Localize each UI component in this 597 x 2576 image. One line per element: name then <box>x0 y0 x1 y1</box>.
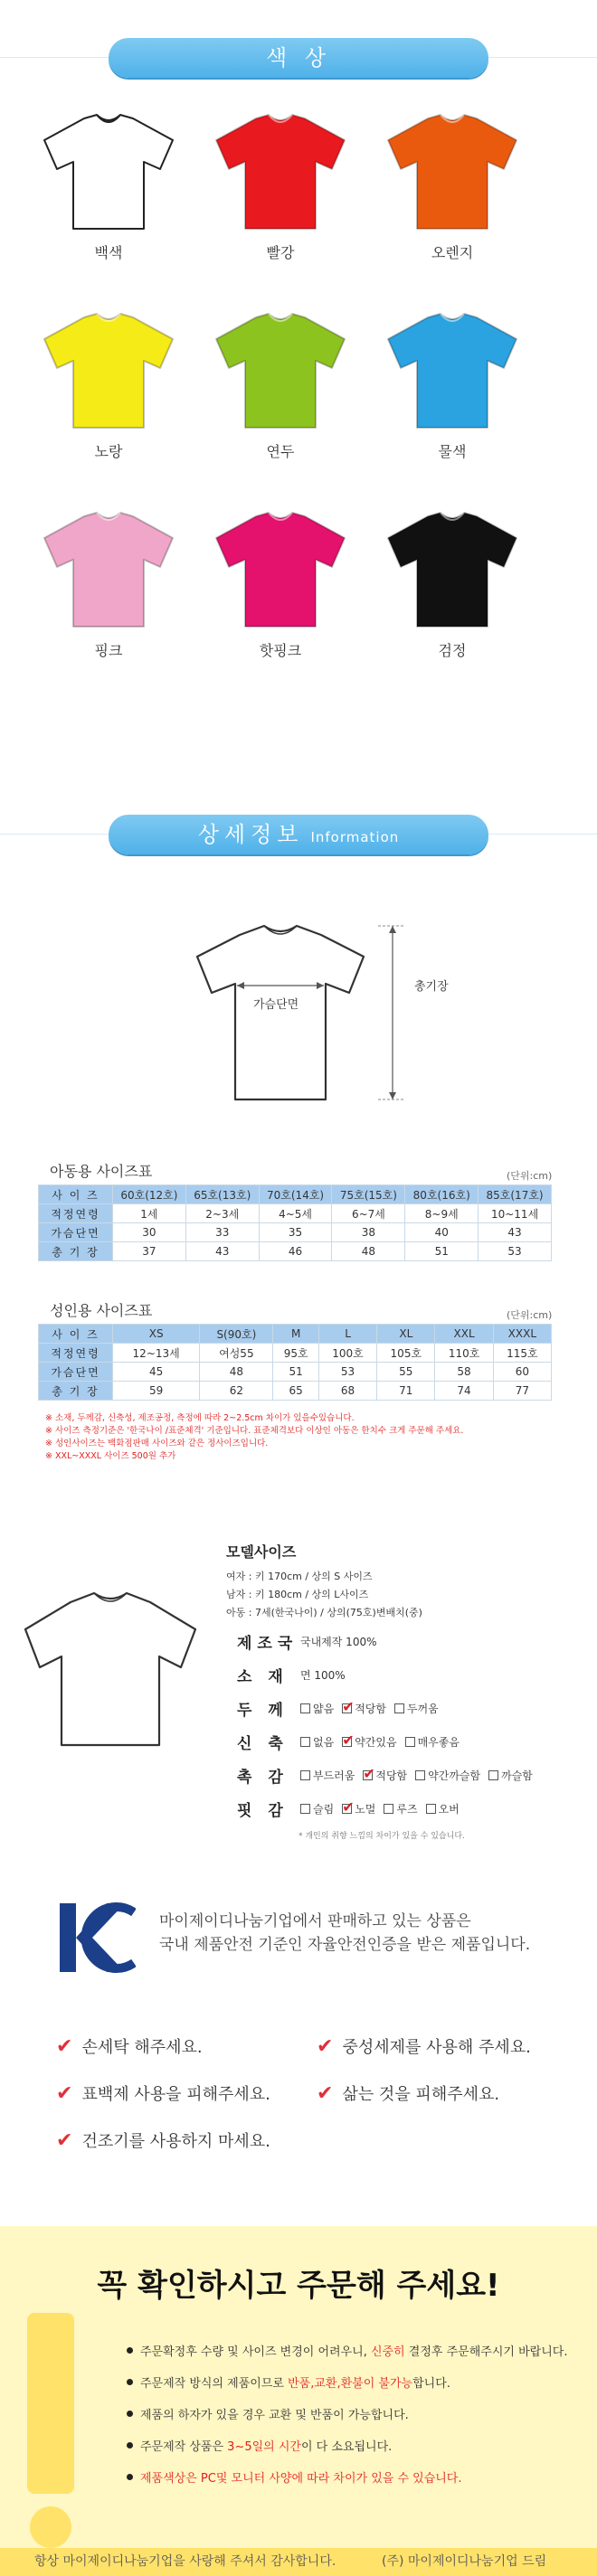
tshirt-swatch <box>384 312 520 429</box>
table-cell: 1세 <box>113 1204 186 1223</box>
attribute-label: 소 재 <box>237 1668 289 1686</box>
tshirt-icon <box>384 113 520 231</box>
attribute-option: 오버 <box>426 1803 460 1816</box>
adult-size-table <box>38 1324 552 1401</box>
color-name-label: 빨강 <box>266 244 295 261</box>
total-length-label: 총기장 <box>414 980 449 994</box>
attribute-label: 신 축 <box>237 1735 289 1753</box>
bullet-icon <box>127 2411 133 2417</box>
size-note: ※ 성인사이즈는 백화점판매 사이즈와 같은 정사이즈입니다. <box>45 1439 269 1448</box>
tshirt-swatch <box>41 511 176 628</box>
attribute-option: ✔ 적당함 <box>342 1703 386 1715</box>
footer-company: (주) 마이제이디나눔기업 드림 <box>382 2554 547 2569</box>
attribute-label: 촉 감 <box>237 1769 289 1787</box>
empty-box-icon <box>488 1770 498 1780</box>
attribute-label: 제조국 <box>237 1635 298 1653</box>
row-header: 적정연령 <box>39 1204 113 1223</box>
row-header: 총 기 장 <box>39 1382 113 1401</box>
table-cell: 30 <box>113 1223 186 1242</box>
tshirt-icon <box>41 312 176 429</box>
care-item: ✔ 건조기를 사용하지 마세요. <box>56 2129 270 2152</box>
kids-size-table-title: 아동용 사이즈표 <box>50 1163 153 1180</box>
attribute-option: ✔ 적당함 <box>363 1769 407 1782</box>
bullet-icon <box>127 2442 133 2449</box>
table-cell: 여성55 <box>200 1344 273 1363</box>
adult-size-unit: (단위:cm) <box>507 1309 553 1321</box>
bullet-icon <box>127 2347 133 2354</box>
color-name-label: 백색 <box>94 244 123 261</box>
empty-box-icon <box>300 1737 310 1747</box>
bullet-icon <box>127 2379 133 2385</box>
table-cell: 2~3세 <box>185 1204 259 1223</box>
table-cell: 51 <box>273 1363 318 1382</box>
care-item: ✔ 삶는 것을 피해주세요. <box>317 2082 500 2105</box>
tshirt-icon <box>213 113 348 231</box>
attribute-option: 국내제작 100% <box>300 1636 377 1648</box>
attribute-values <box>300 1701 447 1716</box>
checked-box-icon <box>342 1703 352 1713</box>
model-size-title: 모델사이즈 <box>226 1543 297 1561</box>
color-name-label: 오렌지 <box>431 244 474 261</box>
table-cell: 4~5세 <box>259 1204 332 1223</box>
table-cell: 45 <box>113 1363 200 1382</box>
table-cell: 115호 <box>493 1344 551 1363</box>
empty-box-icon <box>405 1737 415 1747</box>
kids-size-table <box>38 1184 552 1261</box>
color-name-label: 핑크 <box>94 642 123 659</box>
attribute-option: 루즈 <box>384 1803 417 1816</box>
banner-footer <box>0 2548 597 2576</box>
table-cell: 75호(15호) <box>332 1185 405 1204</box>
table-cell: 53 <box>318 1363 376 1382</box>
table-cell: 95호 <box>273 1344 318 1363</box>
table-row <box>39 1204 552 1223</box>
attribute-label: 두 께 <box>237 1702 289 1720</box>
tshirt-swatch <box>41 312 176 429</box>
table-cell: 51 <box>405 1242 479 1261</box>
table-cell: 10~11세 <box>479 1204 552 1223</box>
table-cell: 46 <box>259 1242 332 1261</box>
model-female: 여자 : 키 170cm / 상의 S 사이즈 <box>226 1571 373 1582</box>
attribute-option: 까슬함 <box>488 1769 533 1782</box>
table-cell: 33 <box>185 1223 259 1242</box>
table-cell: 60호(12호) <box>113 1185 186 1204</box>
table-cell: 105호 <box>377 1344 435 1363</box>
attribute-values <box>300 1634 385 1649</box>
row-header: 사 이 즈 <box>39 1185 113 1204</box>
table-cell: 65호(13호) <box>185 1185 259 1204</box>
table-cell: 80호(16호) <box>405 1185 479 1204</box>
detail-section-header <box>0 807 597 862</box>
empty-box-icon <box>394 1703 404 1713</box>
table-cell: 71 <box>377 1382 435 1401</box>
attributes-footnote: * 개인의 취향 느낌의 차이가 있을 수 있습니다. <box>298 1832 465 1841</box>
attribute-label: 핏 감 <box>237 1802 289 1820</box>
color-name-label: 핫핑크 <box>259 642 302 659</box>
table-cell: 43 <box>479 1223 552 1242</box>
empty-box-icon <box>300 1703 310 1713</box>
table-cell: 68 <box>318 1382 376 1401</box>
tshirt-swatch <box>384 511 520 628</box>
exclamation-dot-icon <box>30 2506 71 2548</box>
row-header: 총 기 장 <box>39 1242 113 1261</box>
checked-box-icon <box>342 1737 352 1747</box>
table-cell: M <box>273 1325 318 1344</box>
color-name-label: 연두 <box>266 443 295 460</box>
attribute-option: 슬림 <box>300 1803 334 1816</box>
checked-box-icon <box>342 1804 352 1814</box>
attribute-values <box>300 1768 541 1783</box>
row-header: 사 이 즈 <box>39 1325 113 1344</box>
kc-text-line1: 마이제이디나눔기업에서 판매하고 있는 상품은 <box>159 1912 471 1930</box>
table-cell: 43 <box>185 1242 259 1261</box>
kc-certification-icon <box>56 1900 136 1976</box>
tshirt-swatch <box>384 113 520 231</box>
table-cell: 77 <box>493 1382 551 1401</box>
table-cell: 55 <box>377 1363 435 1382</box>
check-icon: ✔ <box>317 2082 334 2105</box>
empty-box-icon <box>426 1804 436 1814</box>
table-cell: 53 <box>479 1242 552 1261</box>
check-icon: ✔ <box>317 2035 334 2058</box>
table-cell: 59 <box>113 1382 200 1401</box>
table-cell: 58 <box>435 1363 493 1382</box>
detail-title-main: 상세정보 <box>197 822 304 847</box>
table-cell: 100호 <box>318 1344 376 1363</box>
color-name-label: 검정 <box>438 642 467 659</box>
measurement-diagram <box>172 922 434 1112</box>
table-cell: 40 <box>405 1223 479 1242</box>
table-cell: L <box>318 1325 376 1344</box>
table-row <box>39 1344 552 1363</box>
tshirt-swatch <box>213 312 348 429</box>
table-cell: XXXL <box>493 1325 551 1344</box>
attribute-values <box>300 1667 354 1683</box>
table-row <box>39 1382 552 1401</box>
care-item: ✔ 표백제 사용을 피해주세요. <box>56 2082 270 2105</box>
attribute-option: 얇음 <box>300 1703 334 1715</box>
adult-size-table-title: 성인용 사이즈표 <box>50 1302 153 1319</box>
empty-box-icon <box>384 1804 393 1814</box>
check-icon: ✔ <box>56 2082 73 2105</box>
size-note: ※ 사이즈 측정기준은 '한국나이 /표준체격' 기준입니다. 표준체격보다 이상인 아동은 한치수 크게 주문해 주세요. <box>45 1426 464 1436</box>
size-note: ※ 소재, 두께감, 신축성, 제조공정, 측정에 따라 2~2.5cm 차이가 있을수있습니다. <box>45 1413 355 1423</box>
care-item: ✔ 손세탁 해주세요. <box>56 2035 203 2058</box>
notice-item: 주문확정후 수량 및 사이즈 변경이 어려우니, 신중히 결정후 주문해주시기 바랍니다. <box>127 2342 567 2359</box>
attribute-option: ✔ 노멀 <box>342 1803 375 1816</box>
footer-thanks: 항상 마이제이디나눔기업을 사랑해 주셔서 감사합니다. <box>34 2554 336 2569</box>
attribute-option: 면 100% <box>300 1669 346 1682</box>
attribute-option: 두꺼움 <box>394 1703 439 1715</box>
tshirt-swatch <box>41 113 176 231</box>
attribute-values <box>300 1801 468 1816</box>
empty-box-icon <box>300 1804 310 1814</box>
bullet-icon <box>127 2474 133 2480</box>
attribute-option: 매우좋음 <box>405 1736 460 1749</box>
checked-box-icon <box>363 1770 373 1780</box>
table-cell: 8~9세 <box>405 1204 479 1223</box>
check-icon: ✔ <box>56 2035 73 2058</box>
kc-text-line2: 국내 제품안전 기준인 자율안전인증을 받은 제품입니다. <box>159 1936 531 1954</box>
table-row <box>39 1242 552 1261</box>
table-cell: 70호(14호) <box>259 1185 332 1204</box>
table-cell: 65 <box>273 1382 318 1401</box>
model-kids: 아동 : 7세(한국나이) / 상의(75호)변배치(중) <box>226 1607 422 1618</box>
tshirt-swatch <box>213 113 348 231</box>
attribute-option: ✔ 약간있음 <box>342 1736 396 1749</box>
table-row <box>39 1185 552 1204</box>
notice-item: 주문제작 상품은 3~5일의 시간이 다 소요됩니다. <box>127 2437 392 2454</box>
kids-size-unit: (단위:cm) <box>507 1170 553 1182</box>
check-icon: ✔ <box>56 2129 73 2152</box>
size-notes <box>45 1412 463 1463</box>
attribute-option: 약간까슬함 <box>415 1769 480 1782</box>
color-section-title: 색 상 <box>109 38 488 78</box>
table-cell: 37 <box>113 1242 186 1261</box>
order-notice-title: 꼭 확인하시고 주문해 주세요! <box>97 2268 500 2304</box>
color-name-label: 노랑 <box>94 443 123 460</box>
table-cell: 62 <box>200 1382 273 1401</box>
exclamation-icon <box>27 2313 74 2494</box>
notice-item: 주문제작 방식의 제품이므로 반품,교환,환불이 불가능합니다. <box>127 2373 450 2391</box>
color-name-label: 물색 <box>438 443 467 460</box>
shirt-outline-icon <box>18 1590 204 1752</box>
attribute-values <box>300 1734 468 1750</box>
row-header: 적정연령 <box>39 1344 113 1363</box>
attribute-option: 부드러움 <box>300 1769 355 1782</box>
table-cell: 110호 <box>435 1344 493 1363</box>
table-cell: 12~13세 <box>113 1344 200 1363</box>
table-row <box>39 1223 552 1242</box>
table-row <box>39 1363 552 1382</box>
table-cell: 6~7세 <box>332 1204 405 1223</box>
size-note: ※ XXL~XXXL 사이즈 500원 추가 <box>45 1451 176 1461</box>
table-cell: S(90호) <box>200 1325 273 1344</box>
notice-item: 제품의 하자가 있을 경우 교환 및 반품이 가능합니다. <box>127 2405 409 2422</box>
tshirt-icon <box>384 511 520 628</box>
detail-section-title <box>109 815 488 854</box>
table-cell: 38 <box>332 1223 405 1242</box>
color-section-header <box>0 31 597 85</box>
chest-width-label: 가슴단면 <box>253 998 299 1012</box>
table-row <box>39 1325 552 1344</box>
table-cell: XXL <box>435 1325 493 1344</box>
tshirt-icon <box>213 312 348 429</box>
row-header: 가슴단면 <box>39 1363 113 1382</box>
row-header: 가슴단면 <box>39 1223 113 1242</box>
tshirt-icon <box>213 511 348 628</box>
care-item: ✔ 중성세제를 사용해 주세요. <box>317 2035 531 2058</box>
table-cell: 35 <box>259 1223 332 1242</box>
model-male: 남자 : 키 180cm / 상의 L사이즈 <box>226 1589 369 1600</box>
tshirt-icon <box>384 312 520 429</box>
detail-title-sub: Information <box>310 829 400 845</box>
table-cell: XS <box>113 1325 200 1344</box>
attribute-option: 없음 <box>300 1736 334 1749</box>
table-cell: 74 <box>435 1382 493 1401</box>
table-cell: 85호(17호) <box>479 1185 552 1204</box>
empty-box-icon <box>415 1770 425 1780</box>
table-cell: 48 <box>200 1363 273 1382</box>
notice-item: 제품색상은 PC및 모니터 사양에 따라 차이가 있을 수 있습니다. <box>127 2468 462 2486</box>
tshirt-icon <box>41 511 176 628</box>
table-cell: 60 <box>493 1363 551 1382</box>
table-cell: XL <box>377 1325 435 1344</box>
empty-box-icon <box>300 1770 310 1780</box>
tshirt-swatch <box>213 511 348 628</box>
table-cell: 48 <box>332 1242 405 1261</box>
tshirt-icon <box>41 113 176 231</box>
